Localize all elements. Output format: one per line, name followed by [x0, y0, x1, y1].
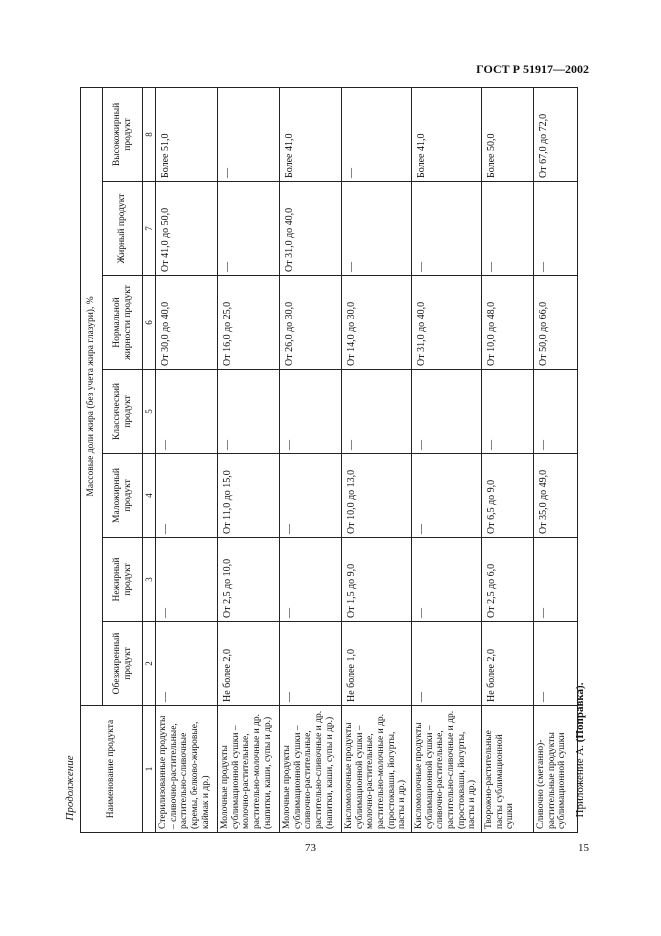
header-col: Классический продукт	[103, 370, 143, 454]
value-cell: От 41,0 до 50,0	[156, 182, 218, 276]
product-name-cell: Кисломолочные продукты сублимационной сушки – сливочно-растительные, растительно-сливочные и др. (простокваши, йогурты, пасты и др.)	[412, 706, 482, 833]
page-number-left: 73	[305, 842, 316, 854]
note-bold: (Поправка).	[574, 682, 586, 743]
value-cell: От 26,0 до 30,0	[280, 276, 342, 370]
value-cell: —	[534, 370, 578, 454]
header-product: Наименование продукта	[81, 706, 143, 833]
column-number: 3	[143, 538, 156, 622]
page-number-right: 15	[578, 842, 589, 854]
note-prefix: Приложение А.	[574, 744, 586, 818]
value-cell: —	[156, 538, 218, 622]
header-col: Нежирный продукт	[103, 538, 143, 622]
column-number: 5	[143, 370, 156, 454]
value-cell: От 30,0 до 40,0	[156, 276, 218, 370]
header-col: Жирный продукт	[103, 182, 143, 276]
value-cell: —	[482, 370, 534, 454]
value-cell: —	[280, 454, 342, 538]
product-name-cell: Творожно-растительные пасты сублимационной сушки	[482, 706, 534, 833]
product-name-cell: Кисломолочные продукты сублимационной сушки – молочно-растительные, растительно-молочные и др. (простокваши, йогурты, пасты и др.)	[342, 706, 412, 833]
table-row	[218, 87, 280, 832]
value-cell: —	[412, 454, 482, 538]
product-name-cell: Сливочно (сметанно)-растительные продукты сублимационной сушки	[534, 706, 578, 833]
value-cell: От 31,0 до 40,0	[280, 182, 342, 276]
value-cell: Не более 2,0	[218, 622, 280, 706]
value-cell: —	[156, 454, 218, 538]
fat-content-table	[80, 87, 578, 833]
product-name-cell: Молочные продукты сублимационной сушки – молочно-растительные, растительно-молочные и др. (напитки, каши, супы и др.)	[218, 706, 280, 833]
value-cell: —	[342, 87, 412, 181]
header-col: Маложирный продукт	[103, 454, 143, 538]
value-cell: —	[342, 370, 412, 454]
value-cell: От 16,0 до 25,0	[218, 276, 280, 370]
table-container	[80, 88, 567, 833]
value-cell: —	[280, 622, 342, 706]
value-cell: —	[534, 622, 578, 706]
table-row	[412, 87, 482, 832]
rotated-table	[80, 88, 567, 833]
column-number: 2	[143, 622, 156, 706]
value-cell: —	[412, 538, 482, 622]
value-cell: —	[156, 622, 218, 706]
value-cell: —	[534, 538, 578, 622]
value-cell: —	[156, 370, 218, 454]
value-cell: От 14,0 до 30,0	[342, 276, 412, 370]
value-cell: —	[218, 87, 280, 181]
standard-number: ГОСТ Р 51917—2002	[476, 62, 589, 76]
value-cell: Не более 2,0	[482, 622, 534, 706]
column-number: 4	[143, 454, 156, 538]
value-cell: Более 41,0	[412, 87, 482, 181]
table-row	[534, 87, 578, 832]
value-cell: Более 41,0	[280, 87, 342, 181]
header-col: Нормальной жирности продукт	[103, 276, 143, 370]
value-cell: —	[412, 622, 482, 706]
value-cell: Не более 1,0	[342, 622, 412, 706]
column-number: 8	[143, 87, 156, 181]
header-col: Обезжиренный продукт	[103, 622, 143, 706]
value-cell: От 6,5 до 9,0	[482, 454, 534, 538]
note	[574, 683, 586, 818]
value-cell: —	[342, 182, 412, 276]
value-cell: —	[218, 370, 280, 454]
product-name-cell: Молочные продукты сублимационной сушки – сливочно-растительные, растительно-сливочные и др. (напитки, каши, супы и др.)	[280, 706, 342, 833]
value-cell: От 35,0 до 49,0	[534, 454, 578, 538]
value-cell: От 11,0 до 15,0	[218, 454, 280, 538]
continuation-label-box	[64, 740, 76, 835]
value-cell: Более 50,0	[482, 87, 534, 181]
value-cell: От 1,5 до 9,0	[342, 538, 412, 622]
value-cell: Более 51,0	[156, 87, 218, 181]
value-cell: —	[534, 182, 578, 276]
table-row	[342, 87, 412, 832]
value-cell: —	[412, 182, 482, 276]
product-name-cell: Стерилизованные продукты – сливочно-растительные, растительно-сливочные (кремы, белково-жировые, каймак и др.)	[156, 706, 218, 833]
value-cell: От 10,0 до 13,0	[342, 454, 412, 538]
table-body	[156, 87, 578, 832]
column-number: 1	[143, 706, 156, 833]
header-col: Высокожирный продукт	[103, 87, 143, 181]
value-cell: —	[412, 370, 482, 454]
continuation-label: Продолжение	[64, 754, 76, 821]
value-cell: —	[218, 182, 280, 276]
value-cell: От 31,0 до 40,0	[412, 276, 482, 370]
table-row	[280, 87, 342, 832]
value-cell: —	[280, 538, 342, 622]
value-cell: —	[482, 182, 534, 276]
column-number: 6	[143, 276, 156, 370]
value-cell: От 67,0 до 72,0	[534, 87, 578, 181]
value-cell: От 2,5 до 6,0	[482, 538, 534, 622]
header-group: Массовые доли жира (без учета жира глазури), %	[81, 87, 103, 705]
table-row	[156, 87, 218, 832]
table-row	[482, 87, 534, 832]
value-cell: От 10,0 до 48,0	[482, 276, 534, 370]
column-number: 7	[143, 182, 156, 276]
note-box	[572, 670, 588, 830]
value-cell: От 50,0 до 66,0	[534, 276, 578, 370]
value-cell: От 2,5 до 10,0	[218, 538, 280, 622]
value-cell: —	[280, 370, 342, 454]
